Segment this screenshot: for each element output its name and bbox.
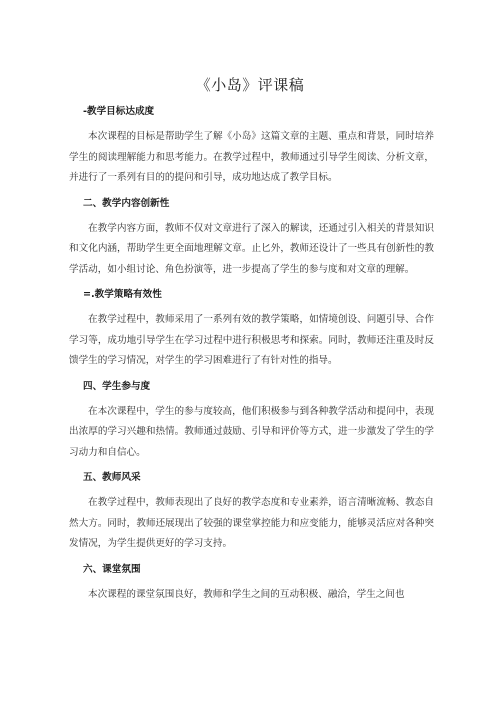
section-heading: -教学目标达成度 <box>83 106 155 117</box>
section-classroom-atmosphere <box>69 563 434 606</box>
section-heading: 六、课堂氛围 <box>83 563 141 575</box>
document-title: 《小岛》评课稿 <box>195 76 305 94</box>
section-paragraph: 在教学过程中，教师采用了一系列有效的教学策略，如情境创设、问题引导、合作学习等，成功地引导学生在学习过程中进行积极思考和探索。同时，教师还注重及时反馈学生的学习情况，对学生的学习困难进行了有针对性的指导。 <box>69 314 434 366</box>
section-heading: 五、教师风采 <box>83 472 141 483</box>
section-heading: 二、教学内容创新性 <box>83 197 170 209</box>
section-heading: 四、学生参与度 <box>83 380 151 392</box>
section-paragraph: 本次课程的课堂氛围良好，教师和学生之间的互动积极、融洽，学生之间也 <box>88 588 405 600</box>
section-paragraph: 在教学过程中，教师表现出了良好的教学态度和专业素养，语言清晰流畅、教态自然大方。同时，教师还展现出了较强的课堂掌控能力和应变能力，能够灵活应对各种突发情况，为学生提供更好的学习支持。 <box>69 497 434 549</box>
section-paragraph: 在教学内容方面，教师不仅对文章进行了深入的解读，还通过引入相关的背景知识和文化内涵，帮助学生更全面地理解文章。止匕外，教师还设计了一些具有创新性的教学活动，如小组讨论、角色扮演等，进一步提高了学生的参与度和对文章的理解。 <box>69 222 434 275</box>
section-strategy-effectiveness <box>69 288 434 372</box>
section-teacher-presence <box>69 471 434 555</box>
section-student-participation <box>69 380 434 464</box>
section-teaching-goals <box>69 105 434 189</box>
section-heading: =.教学策略有效性 <box>83 289 162 300</box>
document-body <box>69 105 434 605</box>
section-content-innovation <box>69 197 434 281</box>
section-paragraph: 本次课程的目标是帮助学生了解《小岛》这篇文章的主题、重点和背景，同时培养学生的阅读理解能力和思考能力。在教学过程中，教师通过引导学生阅读、分析文章，并进行了一系列有目的的提问和引导，成功地达成了教学目标。 <box>69 131 434 183</box>
section-paragraph: 在本次课程中，学生的参与度较高，他们积极参与到各种教学活动和提问中，表现出浓厚的学习兴趣和热情。教师通过鼓励、引导和评价等方式，进一步激发了学生的学习动力和自信心。 <box>69 405 434 458</box>
